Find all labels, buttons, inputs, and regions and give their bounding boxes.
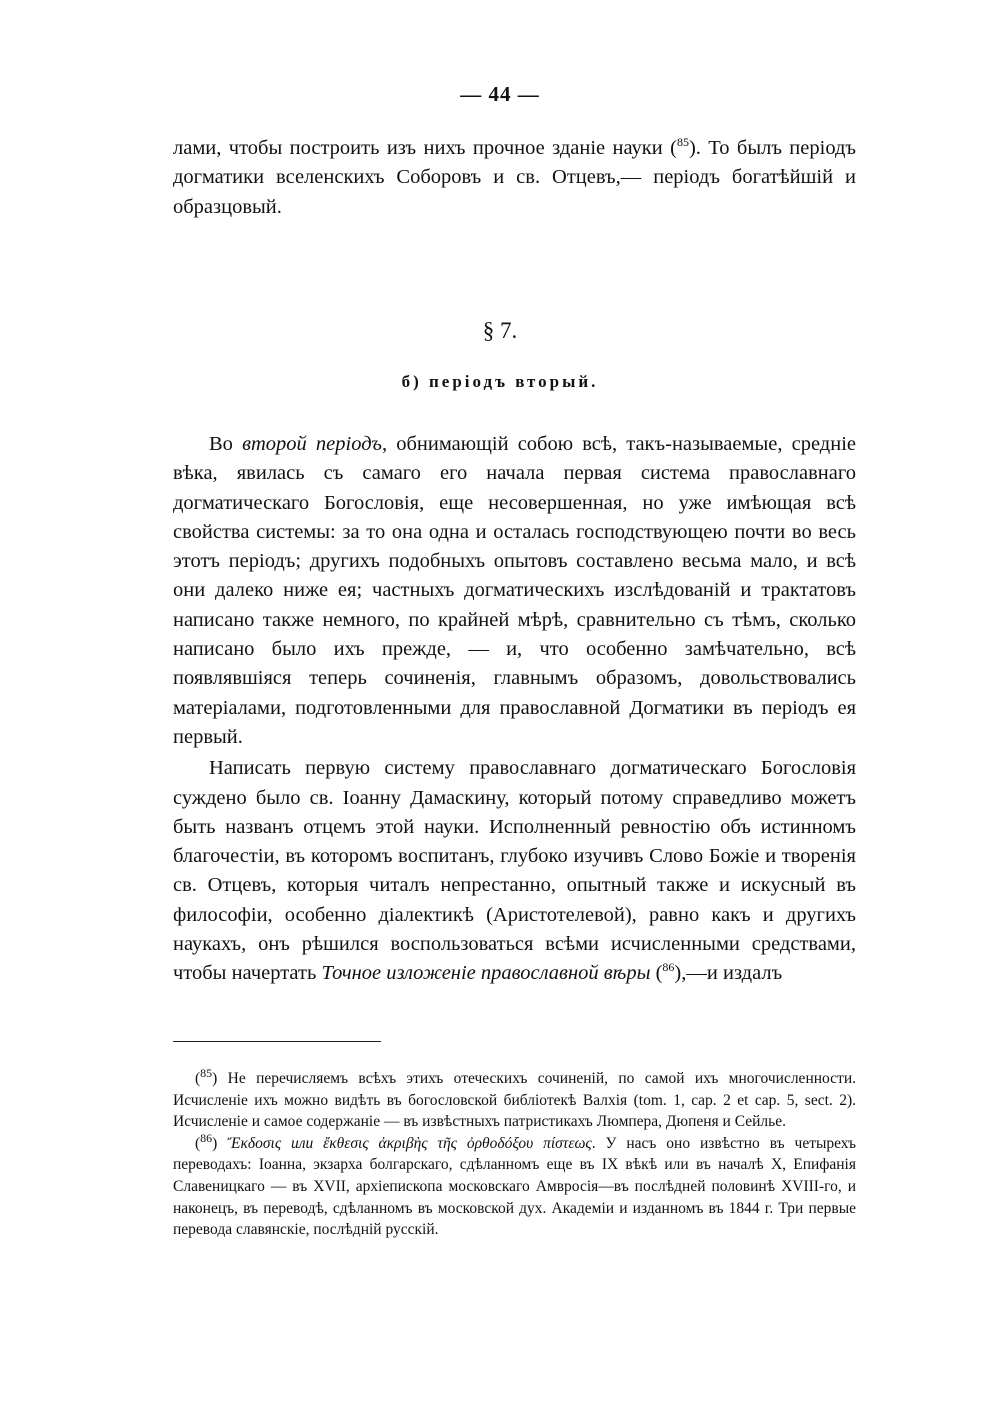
paragraph-1-rest: , обнимающій собою всѣ, такъ-называемые, средніе вѣка, явилась съ самаго его начала первая система православнаго догматическаго Богословія, еще несовершенная, но уже имѣющая всѣ свойства системы: за то она одна и осталась господствующею почти во весь этотъ періодъ; другихъ подобныхъ опытовъ составлено весьма мало, и всѣ они далеко ниже ея; частныхъ догматическихъ изслѣдованій и трактатовъ написано также немного, по крайней мѣрѣ, сравнительно съ тѣмъ, сколько написано было ихъ прежде, — и, что особенно замѣчательно, всѣ появлявшіяся теперь сочиненія, главнымъ образомъ, довольствовались матеріалами, подготовленными для православной Догматики въ періодъ ея первый. [173, 433, 856, 748]
paragraph-1 [173, 430, 856, 752]
footnote-separator [173, 1041, 381, 1042]
section-number: § 7. [482, 318, 518, 343]
footnote-ref-85: 85 [676, 135, 689, 150]
section-title: б) періодъ вторый. [401, 372, 599, 391]
footnote-85 [173, 1065, 856, 1133]
footnote-86-number: 86 [200, 1130, 213, 1145]
footnote-85-number: 85 [200, 1065, 213, 1080]
paragraph-2-ref-open: ( [650, 962, 663, 985]
paragraph-2-end: ),—и издалъ [674, 962, 783, 985]
paragraph-2-start: Написать первую систему православнаго догматическаго Богословія суждено было св. Іоанну Дамаскину, который потому справедливо можетъ быть названъ отцемъ этой науки. Исполненный ревностію объ истинномъ благочестіи, въ которомъ воспитанъ, глубоко изучивъ Слово Божіе и творенія св. Отцевъ, которыя читалъ непрестанно, опытный также и искусный въ философіи, особенно діалектикѣ (Аристотелевой), равно какъ и другихъ наукахъ, онъ рѣшился воспользоваться всѣми исчисленными средствами, чтобы начертать [173, 757, 856, 985]
footnote-ref-86: 86 [662, 960, 675, 975]
footnote-86-text: . У насъ оно извѣстно въ четырехъ переводахъ: Іоанна, экзарха болгарскаго, сдѣланномъ еще въ IX вѣкѣ или въ началѣ X, Епифанія Славеницкаго — въ XVII, архіепископа московскаго Амвросія—въ послѣдней половинѣ XVIII-го, и наконецъ, въ переводѣ, сдѣланномъ въ московской дух. Академіи и изданномъ въ 1844 г. Три первые перевода славянскіе, послѣдній русскій. [173, 1134, 856, 1239]
footnote-85-open: ( [195, 1070, 201, 1087]
footnotes [173, 1065, 856, 1241]
footnote-86-greek-title: Ἔκδοσις или ἔκθεσις ἀκριβὴς τῆς ὀρθοδόξου πίστεως [227, 1134, 592, 1152]
paragraph-1-start: Во [209, 433, 243, 455]
italic-work-title: Точное изложеніе православной вѣры [321, 962, 651, 985]
continuation-paragraph [173, 134, 856, 222]
footnote-85-text: ) Не перечисляемъ всѣхъ этихъ отеческихъ сочиненій, по самой ихъ многочисленности. Исчисленіе ихъ можно видѣть въ богословской библіотекѣ Валхія (tom. 1, cap. 2 et cap. 5, sect. 2). Исчисленіе и самое содержаніе — въ извѣстныхъ патристикахъ Люмпера, Дюпеня и Сейлье. [173, 1070, 856, 1131]
footnote-86-open: ( [195, 1134, 201, 1152]
continuation-text-after-ref: ). То былъ періодъ догматики вселенскихъ Соборовъ и св. Отцевъ,— періодъ богатѣйшій и образцовый. [173, 137, 857, 218]
main-text [173, 430, 856, 989]
footnote-86 [173, 1130, 856, 1241]
page-number: — 44 — [460, 82, 540, 106]
paragraph-2 [173, 754, 856, 988]
footnote-86-close: ) [212, 1134, 228, 1152]
italic-term: второй періодъ [242, 433, 382, 455]
continuation-text [173, 134, 856, 222]
continuation-text-before-ref: лами, чтобы построить изъ нихъ прочное зданіе науки ( [173, 137, 677, 159]
